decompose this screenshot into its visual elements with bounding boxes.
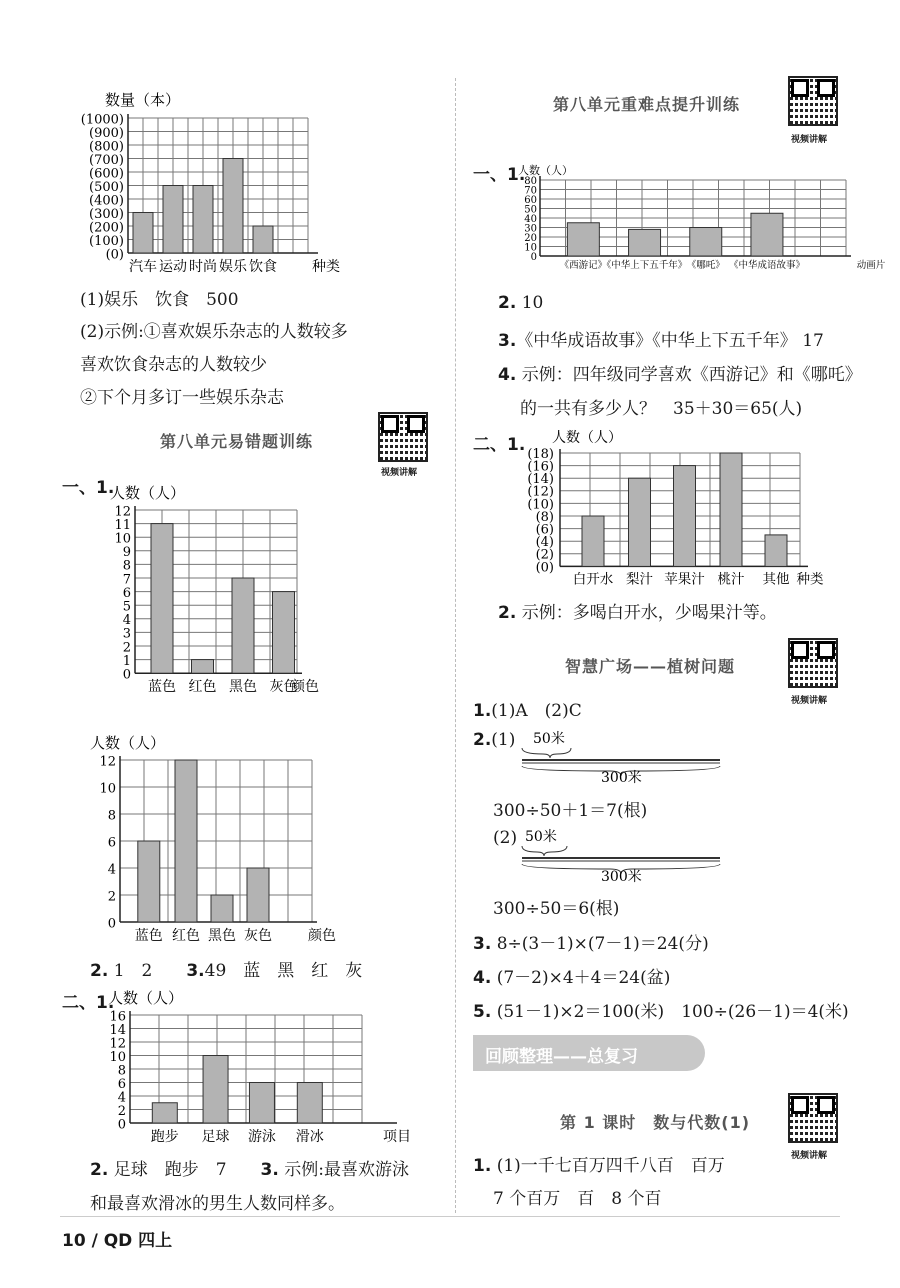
category-label: 其他	[762, 571, 790, 588]
qr-code-icon[interactable]	[788, 638, 838, 688]
bar	[765, 535, 787, 567]
section-title: 第八单元易错题训练	[160, 432, 314, 451]
bar	[211, 895, 233, 922]
y-tick-label: 3	[122, 626, 131, 642]
section-title: 第八单元重难点提升训练	[553, 95, 741, 114]
answer-line: 2. 10	[498, 293, 544, 313]
y-tick-label: 14	[109, 1022, 126, 1038]
question-label: 二、1.	[62, 993, 115, 1013]
y-tick-label: (0)	[105, 247, 124, 263]
x-axis-label: 项目	[383, 1129, 411, 1145]
y-tick-label: 12	[114, 504, 131, 520]
footer-rule	[60, 1216, 840, 1217]
column-divider	[455, 78, 456, 1213]
y-tick-label: 0	[530, 251, 537, 263]
y-tick-label: 80	[524, 175, 537, 187]
answer-line: 2. 示例：多喝白开水，少喝果汁等。	[498, 603, 777, 623]
bar	[253, 226, 273, 253]
category-label: 蓝色	[134, 928, 163, 944]
section-title: 智慧广场——植树问题	[565, 657, 736, 676]
y-axis-label: 人数（人）	[518, 164, 573, 177]
y-tick-label: (600)	[89, 166, 124, 182]
y-tick-label: 6	[122, 585, 131, 601]
y-tick-label: 10	[109, 1049, 126, 1065]
bar	[629, 478, 651, 566]
y-tick-label: (100)	[89, 233, 124, 249]
y-tick-label: (900)	[89, 125, 124, 141]
y-tick-label: 6	[107, 835, 116, 851]
bar-chart-drinks	[510, 425, 830, 590]
category-label: 时尚	[189, 259, 217, 275]
bar-chart-colors-1	[100, 478, 360, 698]
bar-chart-sports	[100, 985, 411, 1145]
x-axis-label: 动画片	[856, 260, 886, 271]
x-axis-label: 种类	[312, 259, 340, 275]
category-label: 汽车	[129, 259, 157, 275]
answer-line: (2)	[493, 828, 518, 848]
y-tick-label: (12)	[527, 484, 554, 500]
qr-label: 视频讲解	[791, 135, 828, 145]
y-tick-label: 30	[524, 223, 537, 235]
y-tick-label: 4	[122, 613, 131, 629]
y-tick-label: (200)	[89, 220, 124, 236]
bar	[232, 578, 254, 673]
bar	[175, 760, 197, 922]
x-axis-label: 颜色	[291, 679, 319, 696]
bar	[674, 466, 696, 567]
y-tick-label: 70	[524, 185, 537, 197]
bar	[751, 213, 783, 256]
y-tick-label: (10)	[527, 497, 554, 513]
y-tick-label: (0)	[535, 560, 554, 576]
bar	[223, 159, 243, 254]
category-label: 《哪吒》	[686, 260, 725, 271]
bar	[163, 186, 183, 254]
segment-length-label: 50米	[533, 731, 565, 747]
category-label: 白开水	[572, 571, 614, 588]
y-tick-label: (500)	[89, 179, 124, 195]
answer-line: ②下个月多订一些娱乐杂志	[80, 388, 284, 408]
y-tick-label: (14)	[527, 472, 554, 488]
y-tick-label: (18)	[527, 446, 554, 462]
answer-line: 7 个百万 百 8 个百	[493, 1189, 662, 1209]
answer-line: 和最喜欢滑冰的男生人数同样多。	[90, 1194, 345, 1214]
bar	[138, 841, 160, 922]
category-label: 灰色	[244, 928, 272, 944]
x-axis-label: 颜色	[308, 928, 336, 944]
answer-line: 1.(1)A (2)C	[473, 701, 582, 721]
bar	[582, 516, 604, 566]
y-tick-label: 7	[122, 572, 131, 588]
segment-diagram-1	[515, 728, 725, 786]
category-label: 游泳	[247, 1129, 276, 1145]
y-tick-label: 0	[117, 1117, 126, 1133]
y-tick-label: (4)	[535, 535, 554, 551]
bar	[249, 1083, 274, 1124]
y-axis-label: 数量（本）	[105, 91, 181, 109]
bar	[629, 229, 661, 256]
lesson-title: 第 1 课时 数与代数(1)	[560, 1113, 751, 1132]
y-axis-label: 人数（人）	[90, 734, 166, 752]
calc-line: 300÷50＋1＝7(根)	[493, 801, 648, 821]
answer-line: 3. 8÷(3－1)×(7－1)＝24(分)	[473, 934, 709, 954]
bar	[273, 592, 295, 674]
y-tick-label: (6)	[535, 522, 554, 538]
y-tick-label: (2)	[535, 547, 554, 563]
y-tick-label: 5	[122, 599, 131, 615]
y-tick-label: 2	[107, 889, 116, 905]
x-axis-label: 种类	[796, 571, 824, 588]
category-label: 娱乐	[219, 259, 247, 275]
y-tick-label: 8	[122, 558, 131, 574]
qr-label: 视频讲解	[791, 1151, 828, 1161]
question-label: 一、1.	[473, 165, 526, 185]
category-label: 蓝色	[148, 679, 176, 696]
y-tick-label: (300)	[89, 206, 124, 222]
category-label: 苹果汁	[664, 571, 705, 588]
y-tick-label: 4	[107, 862, 116, 878]
page-footer: 10 / QD 四上	[62, 1231, 173, 1251]
y-tick-label: 10	[114, 531, 131, 547]
y-tick-label: (700)	[89, 152, 124, 168]
qr-code-icon[interactable]	[788, 76, 838, 126]
qr-label: 视频讲解	[381, 468, 418, 478]
category-label: 足球	[201, 1129, 230, 1145]
y-tick-label: 1	[122, 653, 131, 669]
bar	[297, 1083, 322, 1124]
answer-line: 的一共有多少人？ 35＋30＝65(人)	[520, 399, 803, 419]
y-axis-label: 人数（人）	[110, 484, 186, 502]
qr-code-icon[interactable]	[378, 412, 428, 462]
answer-line: (2)示例:①喜欢娱乐杂志的人数较多	[80, 322, 348, 342]
y-tick-label: 60	[524, 194, 537, 206]
y-tick-label: 10	[99, 781, 116, 797]
total-length-label: 300米	[601, 869, 642, 885]
segment-length-label: 50米	[525, 829, 557, 845]
y-tick-label: 40	[524, 213, 537, 225]
segment-diagram-2	[515, 826, 725, 884]
y-tick-label: 2	[122, 640, 131, 656]
y-tick-label: 11	[114, 517, 131, 533]
y-tick-label: 6	[117, 1076, 126, 1092]
category-label: 红色	[172, 928, 200, 944]
answer-line: 3.《中华成语故事》《中华上下五千年》 17	[498, 331, 824, 351]
bar-chart-magazines	[70, 90, 370, 275]
y-tick-label: 9	[122, 545, 131, 561]
bar	[151, 524, 173, 674]
answer-line: 喜欢饮食杂志的人数较少	[80, 355, 267, 375]
bar	[690, 228, 722, 257]
answer-line: 2. 足球 跑步 7 3. 示例:最喜欢游泳	[90, 1160, 409, 1180]
banner-title: 回顾整理——总复习	[485, 1047, 638, 1067]
y-tick-label: 2	[117, 1103, 126, 1119]
y-tick-label: 8	[107, 808, 116, 824]
y-axis-label: 人数（人）	[108, 989, 184, 1007]
answer-line: 4. 示例：四年级同学喜欢《西游记》和《哪吒》	[498, 365, 862, 385]
category-label: 饮食	[249, 259, 277, 275]
y-tick-label: (16)	[527, 459, 554, 475]
y-tick-label: (400)	[89, 193, 124, 209]
category-label: 《中华上下五千年》	[601, 260, 688, 271]
bar	[152, 1103, 177, 1123]
category-label: 桃汁	[717, 571, 745, 588]
total-length-label: 300米	[601, 770, 642, 786]
y-tick-label: 12	[109, 1036, 126, 1052]
answer-line: 1. (1)一千七百万四千八百 百万	[473, 1156, 725, 1176]
question-label: 二、1.	[473, 435, 526, 455]
answer-line: 2. 1 2 3.49 蓝 黑 红 灰	[90, 961, 363, 981]
y-tick-label: 12	[99, 754, 116, 770]
qr-label: 视频讲解	[791, 696, 828, 706]
y-tick-label: 10	[524, 242, 537, 254]
y-tick-label: 8	[117, 1063, 126, 1079]
category-label: 跑步	[150, 1129, 179, 1145]
category-label: 梨汁	[626, 571, 653, 588]
qr-code-icon[interactable]	[788, 1093, 838, 1143]
answer-line: 2.(1)	[473, 730, 516, 750]
y-tick-label: (1000)	[80, 112, 124, 128]
question-label: 一、1.	[62, 478, 115, 498]
category-label: 运动	[159, 259, 187, 275]
category-label: 红色	[188, 679, 217, 696]
y-tick-label: 16	[109, 1009, 126, 1025]
bar	[203, 1056, 228, 1124]
category-label: 黑色	[229, 679, 257, 696]
answer-line: 4. (7－2)×4＋4＝24(盆)	[473, 968, 671, 988]
y-tick-label: 50	[524, 204, 537, 216]
bar	[193, 186, 213, 254]
y-axis-label: 人数（人）	[552, 430, 622, 446]
bar	[567, 223, 599, 256]
category-label: 滑冰	[295, 1129, 324, 1145]
bar	[133, 213, 153, 254]
bar-chart-books	[490, 160, 886, 275]
y-tick-label: 0	[122, 667, 131, 683]
bar-chart-colors-2	[80, 728, 350, 946]
y-tick-label: 20	[524, 232, 537, 244]
bar	[192, 660, 214, 674]
calc-line: 300÷50＝6(根)	[493, 899, 620, 919]
y-tick-label: 0	[107, 916, 116, 932]
category-label: 《中华成语故事》	[728, 260, 805, 271]
answer-line: 5. (51－1)×2＝100(米) 100÷(26－1)＝4(米)	[473, 1002, 849, 1022]
y-tick-label: (800)	[89, 139, 124, 155]
bar	[720, 453, 742, 566]
y-tick-label: 4	[117, 1090, 126, 1106]
category-label: 黑色	[208, 928, 236, 944]
category-label: 《西游记》	[559, 260, 608, 271]
category-label: 灰色	[269, 679, 298, 696]
bar	[247, 868, 269, 922]
y-tick-label: (8)	[535, 509, 554, 525]
answer-line: (1)娱乐 饮食 500	[80, 290, 239, 310]
